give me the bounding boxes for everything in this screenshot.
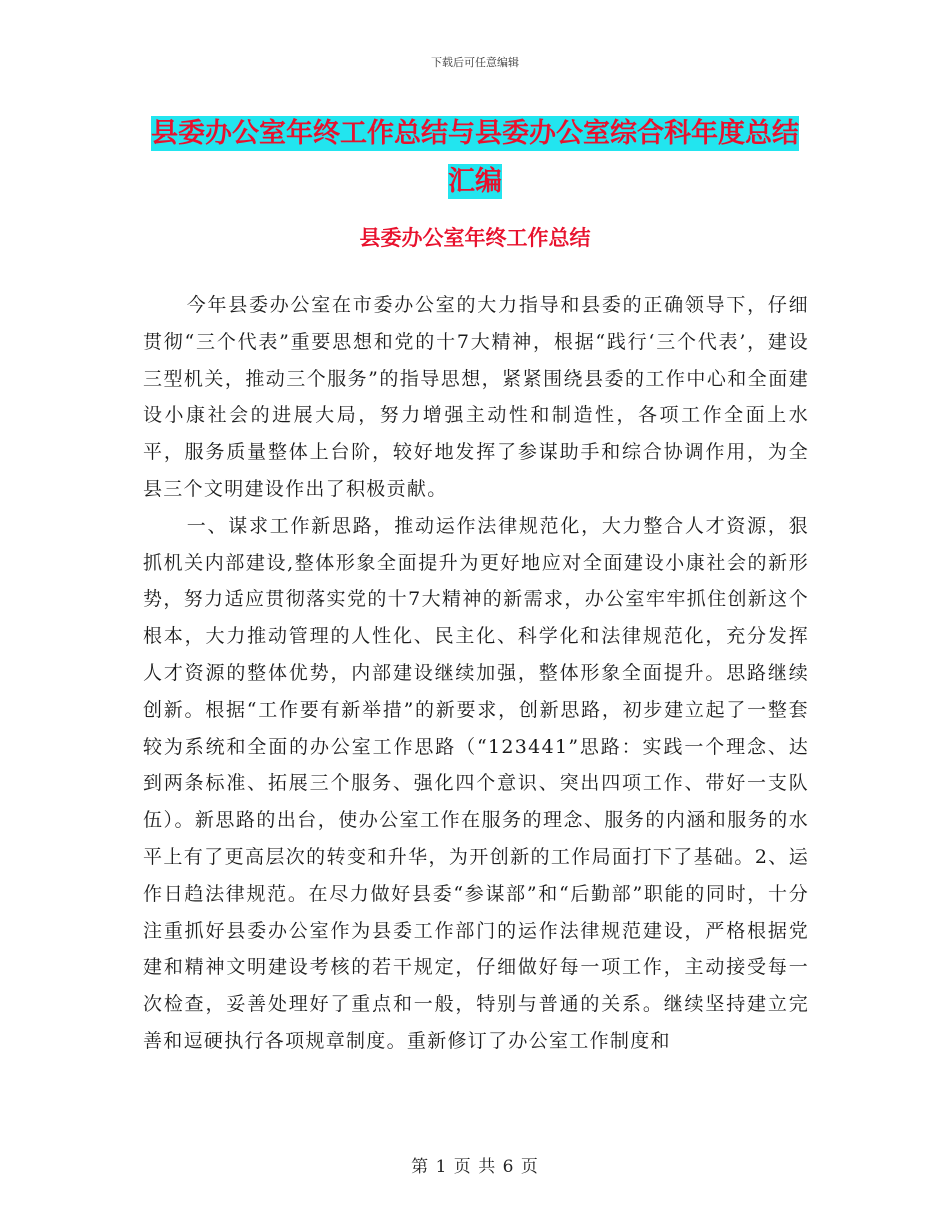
document-body (143, 287, 809, 1060)
section-title: 县委办公室年终工作总结 (359, 226, 591, 250)
paragraph-1: 今年县委办公室在市委办公室的大力指导和县委的正确领导下，仔细贯彻“三个代表”重要思想和党的十7大精神，根据“践行‘三个代表’，建设三型机关，推动三个服务”的指导思想，紧紧围绕县委的工作中心和全面建设小康社会的进展大局，努力增强主动性和制造性，各项工作全面上水平，服务质量整体上台阶，较好地发挥了参谋助手和综合协调作用，为全县三个文明建设作出了积极贡献。 (143, 294, 809, 500)
page-footer: 第 1 页 共 6 页 (411, 1157, 539, 1177)
paragraph-2: 一、谋求工作新思路，推动运作法律规范化，大力整合人才资源，狠抓机关内部建设,整体形象全面提升为更好地应对全面建设小康社会的新形势，努力适应贯彻落实党的十7大精神的新需求，办公室牢牢抓住创新这个根本，大力推动管理的人性化、民主化、科学化和法律规范化，充分发挥人才资源的整体优势，内部建设继续加强，整体形象全面提升。思路继续创新。根据“工作要有新举措”的新要求，创新思路，初步建立起了一整套较为系统和全面的办公室工作思路（“123441”思路：实践一个理念、达到两条标准、拓展三个服务、强化四个意识、突出四项工作、带好一支队伍）。新思路的出台，使办公室工作在服务的理念、服务的内涵和服务的水平上有了更高层次的转变和升华，为开创新的工作局面打下了基础。2、运作日趋法律规范。在尽力做好县委“参谋部”和“后勤部”职能的同时，十分注重抓好县委办公室作为县委工作部门的运作法律规范建设，严格根据党建和精神文明建设考核的若干规定，仔细做好每一项工作，主动接受每一次检查，妥善处理好了重点和一般，特别与普通的关系。继续坚持建立完善和逗硬执行各项规章制度。重新修订了办公室工作制度和 (143, 514, 809, 1052)
document-title (140, 110, 810, 206)
document-title-text: 县委办公室年终工作总结与县委办公室综合科年度总结汇编 (151, 118, 799, 197)
header-note: 下载后可任意编辑 (431, 56, 519, 69)
